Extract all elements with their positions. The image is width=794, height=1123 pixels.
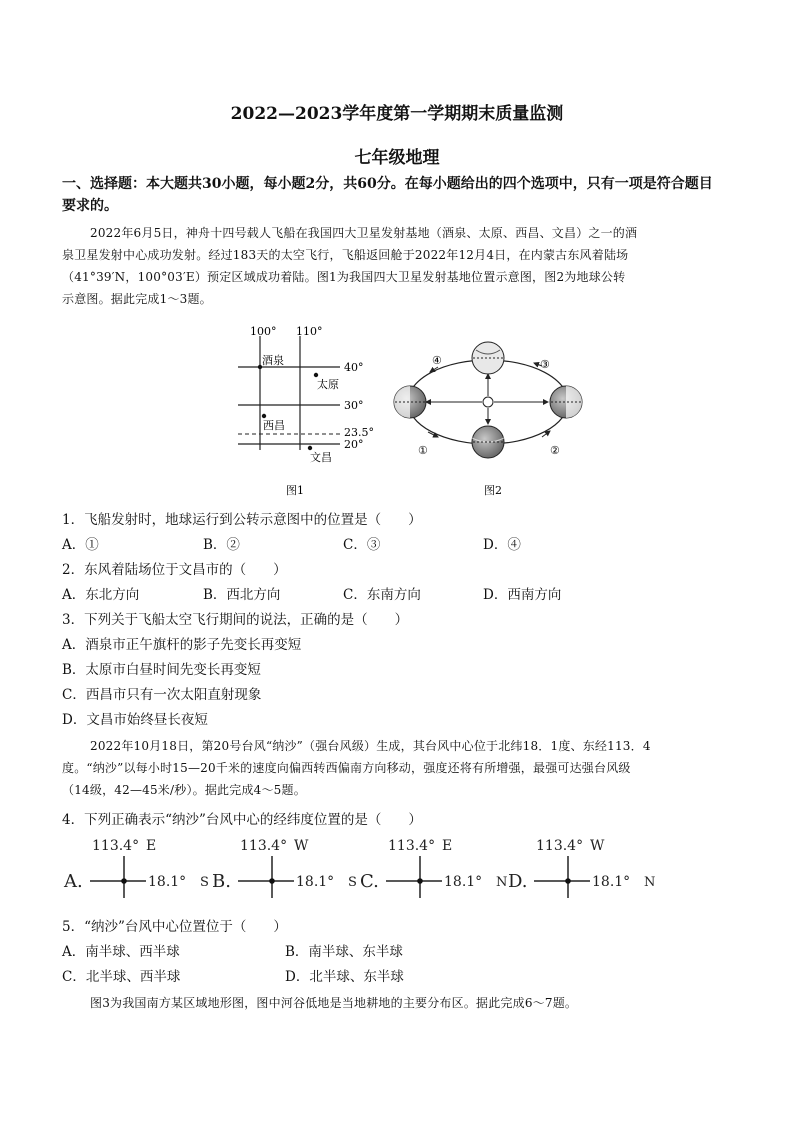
q4-option-center-dot: [121, 878, 127, 884]
question-2-stem: 2．东风着陆场位于文昌市的（ ）: [62, 562, 287, 578]
position-label-1: ①: [418, 444, 428, 457]
q3-option-d[interactable]: D．文昌市始终昼长夜短: [62, 712, 208, 728]
q3-option-a[interactable]: A．酒泉市正午旗杆的影子先变长再变短: [62, 637, 302, 653]
site-taiyuan-dot: [314, 373, 318, 377]
page-title: 2022—2023学年度第一学期期末质量监测: [230, 104, 564, 124]
q4-option-d[interactable]: [508, 838, 655, 898]
q3-option-b[interactable]: B．太原市白昼时间先变长再变短: [62, 662, 261, 678]
q3-option-c[interactable]: C．西昌市只有一次太阳直射现象: [62, 687, 262, 703]
passage-2-line2: 度。“纳沙”以每小时15—20千米的速度向偏西转西偏南方向移动，强度还将有所增强，最强可达强台风级: [62, 761, 631, 775]
q4-option-lon-dir: E: [442, 838, 453, 854]
q4-option-b[interactable]: [212, 838, 357, 898]
position-label-4: ④: [432, 354, 442, 367]
q4-option-lat: 18.1°: [592, 874, 631, 890]
lat-label-30: 30°: [344, 399, 364, 412]
q4-option-center-dot: [269, 878, 275, 884]
passage-2-line1: 2022年10月18日，第20号台风“纳沙”（强台风级）生成，其台风中心位于北纬18．1度、东经113．4: [90, 739, 651, 753]
globe-top: [472, 342, 504, 374]
q1-option-b[interactable]: B．②: [203, 537, 240, 553]
page-subtitle: 七年级地理: [354, 148, 440, 168]
q4-option-lon-dir: E: [146, 838, 157, 854]
q4-option-lat: 18.1°: [148, 874, 187, 890]
q4-option-lon-dir: W: [294, 838, 309, 854]
site-taiyuan-label: 太原: [317, 378, 339, 391]
passage-1-line4: 示意图。据此完成1～3题。: [62, 292, 212, 306]
section-heading-line2: 要求的。: [62, 198, 118, 214]
question-1-stem: 1．飞船发射时，地球运行到公转示意图中的位置是（ ）: [62, 512, 422, 528]
passage-2: [62, 735, 738, 801]
site-xichang-dot: [262, 414, 266, 418]
passage-2-line3: （14级，42—45米/秒）。据此完成4～5题。: [62, 783, 306, 797]
q5-option-d[interactable]: D．北半球、东半球: [285, 969, 404, 985]
position-label-2: ②: [550, 444, 560, 457]
position-label-3: ③: [540, 358, 550, 371]
passage-3: [62, 992, 738, 1014]
question-3-stem: 3．下列关于飞船太空飞行期间的说法，正确的是（ ）: [62, 612, 409, 628]
site-wenchang-dot: [308, 446, 312, 450]
figure-2-caption: 图2: [484, 484, 502, 497]
site-jiuquan-label: 酒泉: [262, 354, 284, 367]
globe-right: [550, 386, 582, 418]
q4-option-lat-dir: N: [496, 875, 508, 890]
q2-option-b[interactable]: B．西北方向: [203, 587, 281, 603]
q4-option-lat: 18.1°: [444, 874, 483, 890]
q4-option-lat-dir: N: [644, 875, 656, 890]
q1-option-a[interactable]: A．①: [62, 537, 99, 553]
site-wenchang-label: 文昌: [310, 451, 332, 464]
q4-option-lon: 113.4°: [536, 838, 584, 854]
figure-1-launch-sites-map: [228, 322, 383, 497]
q5-option-a[interactable]: A．南半球、西半球: [62, 944, 180, 960]
passage-1-line1: 2022年6月5日，神舟十四号载人飞船在我国四大卫星发射基地（酒泉、太原、西昌、文昌）之一的酒: [90, 226, 638, 240]
lat-label-40: 40°: [344, 361, 364, 374]
lon-label-100: 100°: [250, 325, 277, 338]
site-xichang-label: 西昌: [263, 419, 285, 432]
lat-label-23-5: 23.5°: [344, 426, 374, 439]
section-heading: [62, 173, 742, 217]
lat-label-20: 20°: [344, 438, 364, 451]
q4-option-c[interactable]: [360, 838, 507, 898]
q2-option-c[interactable]: C．东南方向: [343, 587, 421, 603]
question-4-stem: 4．下列正确表示“纳沙”台风中心的经纬度位置的是（ ）: [62, 812, 422, 828]
q4-option-center-dot: [417, 878, 423, 884]
q1-option-d[interactable]: D．④: [483, 537, 521, 553]
figure-2-revolution-diagram: [392, 336, 592, 498]
q4-options-diagrams[interactable]: [62, 828, 682, 898]
q4-option-lon: 113.4°: [240, 838, 288, 854]
passage-1: [62, 222, 738, 310]
q5-option-b[interactable]: B．南半球、东半球: [285, 944, 403, 960]
section-heading-line1: 一、选择题：本大题共30小题，每小题2分，共60分。在每小题给出的四个选项中，只有一项是符合题目: [62, 176, 713, 192]
q4-option-letter: B.: [212, 871, 231, 892]
globe-left: [394, 386, 426, 418]
q1-option-c[interactable]: C．③: [343, 537, 381, 553]
passage-1-line2: 泉卫星发射中心成功发射。经过183天的太空飞行，飞船返回舱于2022年12月4日，在内蒙古东风着陆场: [62, 248, 629, 262]
passage-3-line1: 图3为我国南方某区域地形图，图中河谷低地是当地耕地的主要分布区。据此完成6～7题。: [90, 996, 578, 1010]
q4-option-letter: A.: [64, 871, 83, 892]
q2-option-d[interactable]: D．西南方向: [483, 587, 562, 603]
lon-label-110: 110°: [296, 325, 323, 338]
q4-option-letter: C.: [360, 871, 379, 892]
q5-option-c[interactable]: C．北半球、西半球: [62, 969, 181, 985]
q4-option-lat: 18.1°: [296, 874, 335, 890]
q4-option-lon: 113.4°: [92, 838, 140, 854]
q2-option-a[interactable]: A．东北方向: [62, 587, 140, 603]
q4-option-lat-dir: S: [348, 875, 357, 890]
q4-option-center-dot: [565, 878, 571, 884]
q4-option-lon-dir: W: [590, 838, 605, 854]
q4-option-letter: D.: [508, 871, 528, 892]
q4-option-lat-dir: S: [200, 875, 209, 890]
passage-1-line3: （41°39′N，100°03′E）预定区域成功着陆。图1为我国四大卫星发射基地位置示意图，图2为地球公转: [62, 270, 626, 284]
question-5-stem: 5．“纳沙”台风中心位置位于（ ）: [62, 919, 287, 935]
figure-1-caption: 图1: [286, 484, 304, 497]
q4-option-a[interactable]: [63, 838, 209, 898]
q4-option-lon: 113.4°: [388, 838, 436, 854]
globe-bottom: [472, 426, 504, 458]
